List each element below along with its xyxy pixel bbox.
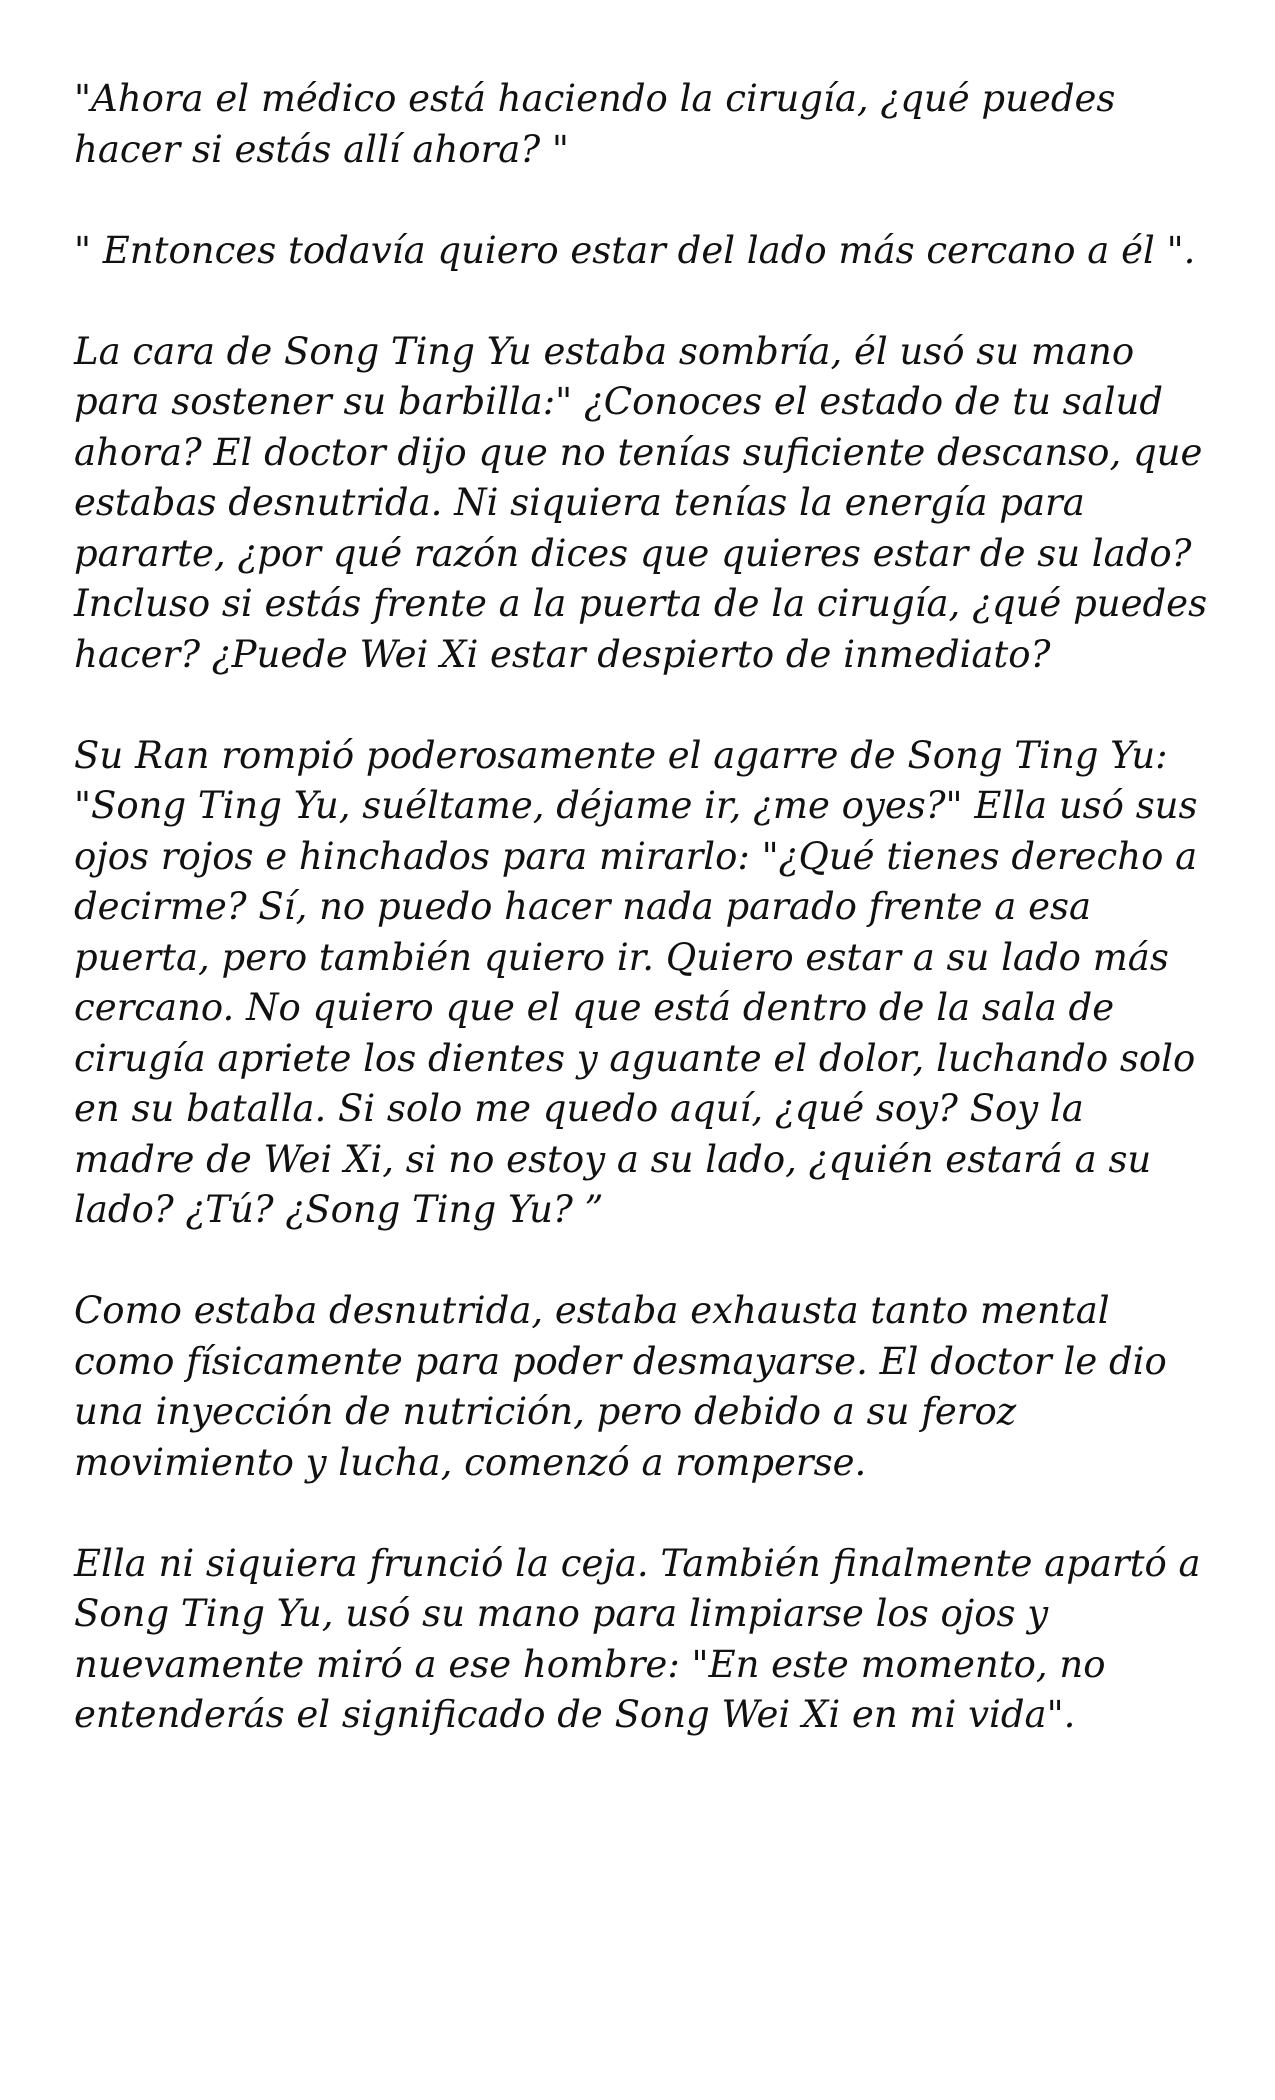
paragraph-1: "Ahora el médico está haciendo la cirugía, ¿qué puedes hacer si estás allí ahora? "	[74, 77, 1116, 171]
paragraph-6: Ella ni siquiera frunció la ceja. También finalmente apartó a Song Ting Yu, usó su mano para limpiarse los ojos y nuevamente miró a ese hombre: "En este momento, no entenderás el significado de Song Wei Xi en mi vida".	[74, 1541, 1201, 1736]
paragraph-5: Como estaba desnutrida, estaba exhausta tanto mental como físicamente para poder desmayarse. El doctor le dio una inyección de nutrición, pero debido a su feroz movimiento y lucha, comenzó a romperse.	[74, 1289, 1167, 1484]
document-page	[74, 74, 1214, 1741]
paragraph-4: Su Ran rompió poderosamente el agarre de Song Ting Yu: "Song Ting Yu, suéltame, déjame ir, ¿me oyes?" Ella usó sus ojos rojos e hinchados para mirarlo: "¿Qué tienes derecho a decirme? Sí, no puedo hacer nada parado frente a esa puerta, pero también quiero ir. Quiero estar a su lado más cercano. No quiero que el que está dentro de la sala de cirugía apriete los dientes y aguante el dolor, luchando solo en su batalla. Si solo me quedo aquí, ¿qué soy? Soy la madre de Wei Xi, si no estoy a su lado, ¿quién estará a su lado? ¿Tú? ¿Song Ting Yu? ”	[74, 733, 1198, 1231]
paragraph-3: La cara de Song Ting Yu estaba sombría, él usó su mano para sostener su barbilla:" ¿Conoces el estado de tu salud ahora? El doctor dijo que no tenías suficiente descanso, que estabas desnutrida. Ni siquiera tenías la energía para pararte, ¿por qué razón dices que quieres estar de su lado? Incluso si estás frente a la puerta de la cirugía, ¿qué puedes hacer? ¿Puede Wei Xi estar despierto de inmediato?	[74, 329, 1208, 676]
paragraph-2: " Entonces todavía quiero estar del lado más cercano a él ".	[74, 228, 1196, 272]
